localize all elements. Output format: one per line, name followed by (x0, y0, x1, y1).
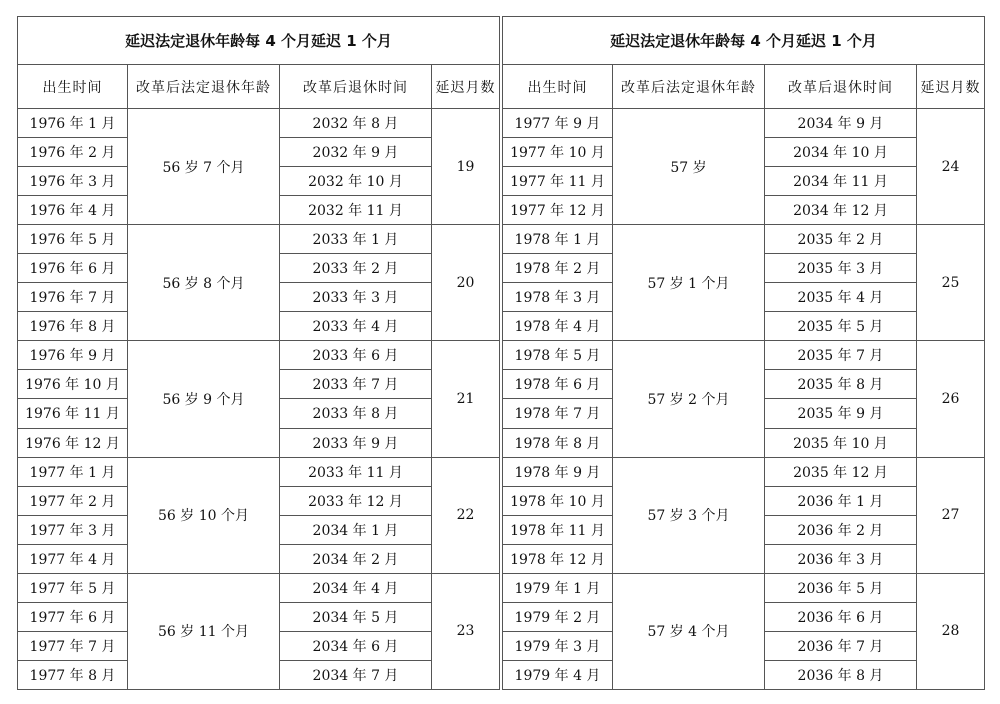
retirement-time-cell: 2034 年 9 月 (765, 109, 917, 138)
birth-date-cell: 1978 年 6 月 (503, 370, 613, 399)
delay-months-cell: 25 (917, 225, 985, 341)
retirement-time-cell: 2035 年 8 月 (765, 370, 917, 399)
retirement-age-cell: 57 岁 2 个月 (613, 341, 765, 457)
retirement-time-cell: 2034 年 10 月 (765, 138, 917, 167)
birth-date-cell: 1977 年 11 月 (503, 167, 613, 196)
retirement-age-cell: 56 岁 9 个月 (128, 341, 280, 457)
retirement-time-cell: 2032 年 10 月 (280, 167, 432, 196)
delay-months-cell: 24 (917, 109, 985, 225)
birth-date-cell: 1976 年 5 月 (18, 225, 128, 254)
table-row (503, 573, 985, 602)
birth-date-cell: 1977 年 4 月 (18, 544, 128, 573)
retirement-time-cell: 2033 年 8 月 (280, 399, 432, 428)
retirement-time-cell: 2033 年 4 月 (280, 312, 432, 341)
table-body (503, 109, 985, 690)
birth-date-cell: 1976 年 10 月 (18, 370, 128, 399)
retirement-time-cell: 2033 年 2 月 (280, 254, 432, 283)
header-delay-months: 延迟月数 (432, 65, 500, 109)
birth-date-cell: 1979 年 3 月 (503, 631, 613, 660)
birth-date-cell: 1976 年 12 月 (18, 428, 128, 457)
retirement-age-cell: 57 岁 (613, 109, 765, 225)
table-body (18, 109, 500, 690)
retirement-age-cell: 57 岁 1 个月 (613, 225, 765, 341)
birth-date-cell: 1976 年 1 月 (18, 109, 128, 138)
table-row (503, 109, 985, 138)
table-row (18, 109, 500, 138)
retirement-table-left (17, 16, 500, 690)
retirement-time-cell: 2036 年 6 月 (765, 602, 917, 631)
retirement-time-cell: 2035 年 3 月 (765, 254, 917, 283)
birth-date-cell: 1977 年 6 月 (18, 602, 128, 631)
retirement-time-cell: 2032 年 8 月 (280, 109, 432, 138)
retirement-time-cell: 2035 年 10 月 (765, 428, 917, 457)
delay-months-cell: 19 (432, 109, 500, 225)
retirement-age-cell: 57 岁 4 个月 (613, 573, 765, 689)
birth-date-cell: 1978 年 5 月 (503, 341, 613, 370)
retirement-age-cell: 57 岁 3 个月 (613, 457, 765, 573)
retirement-time-cell: 2036 年 7 月 (765, 631, 917, 660)
table-row (503, 341, 985, 370)
birth-date-cell: 1976 年 9 月 (18, 341, 128, 370)
header-birth-date: 出生时间 (503, 65, 613, 109)
birth-date-cell: 1978 年 8 月 (503, 428, 613, 457)
header-retirement-time: 改革后退休时间 (765, 65, 917, 109)
birth-date-cell: 1979 年 1 月 (503, 573, 613, 602)
table-row (18, 341, 500, 370)
delay-months-cell: 28 (917, 573, 985, 689)
birth-date-cell: 1977 年 5 月 (18, 573, 128, 602)
birth-date-cell: 1979 年 4 月 (503, 660, 613, 689)
table-header-row (18, 65, 500, 109)
table-title: 延迟法定退休年龄每 4 个月延迟 1 个月 (18, 17, 500, 65)
retirement-age-cell: 56 岁 10 个月 (128, 457, 280, 573)
retirement-time-cell: 2033 年 3 月 (280, 283, 432, 312)
table-row (503, 457, 985, 486)
retirement-time-cell: 2034 年 12 月 (765, 196, 917, 225)
birth-date-cell: 1978 年 1 月 (503, 225, 613, 254)
retirement-time-cell: 2035 年 9 月 (765, 399, 917, 428)
delay-months-cell: 26 (917, 341, 985, 457)
retirement-age-cell: 56 岁 7 个月 (128, 109, 280, 225)
retirement-time-cell: 2033 年 1 月 (280, 225, 432, 254)
birth-date-cell: 1976 年 2 月 (18, 138, 128, 167)
delay-months-cell: 22 (432, 457, 500, 573)
retirement-age-cell: 56 岁 8 个月 (128, 225, 280, 341)
birth-date-cell: 1977 年 2 月 (18, 486, 128, 515)
birth-date-cell: 1977 年 12 月 (503, 196, 613, 225)
retirement-time-cell: 2034 年 7 月 (280, 660, 432, 689)
table-title-row (503, 17, 985, 65)
delay-months-cell: 21 (432, 341, 500, 457)
retirement-time-cell: 2035 年 4 月 (765, 283, 917, 312)
retirement-time-cell: 2035 年 12 月 (765, 457, 917, 486)
birth-date-cell: 1976 年 4 月 (18, 196, 128, 225)
birth-date-cell: 1978 年 9 月 (503, 457, 613, 486)
retirement-time-cell: 2034 年 5 月 (280, 602, 432, 631)
table-row (18, 573, 500, 602)
table-row (503, 225, 985, 254)
birth-date-cell: 1979 年 2 月 (503, 602, 613, 631)
retirement-time-cell: 2033 年 9 月 (280, 428, 432, 457)
retirement-time-cell: 2035 年 2 月 (765, 225, 917, 254)
birth-date-cell: 1978 年 4 月 (503, 312, 613, 341)
birth-date-cell: 1976 年 11 月 (18, 399, 128, 428)
birth-date-cell: 1976 年 3 月 (18, 167, 128, 196)
header-retirement-age: 改革后法定退休年龄 (613, 65, 765, 109)
retirement-time-cell: 2036 年 2 月 (765, 515, 917, 544)
header-birth-date: 出生时间 (18, 65, 128, 109)
birth-date-cell: 1978 年 10 月 (503, 486, 613, 515)
retirement-time-cell: 2036 年 3 月 (765, 544, 917, 573)
retirement-time-cell: 2034 年 4 月 (280, 573, 432, 602)
retirement-time-cell: 2034 年 2 月 (280, 544, 432, 573)
birth-date-cell: 1977 年 9 月 (503, 109, 613, 138)
birth-date-cell: 1976 年 6 月 (18, 254, 128, 283)
table-title-row (18, 17, 500, 65)
birth-date-cell: 1977 年 8 月 (18, 660, 128, 689)
table-row (18, 225, 500, 254)
retirement-time-cell: 2032 年 11 月 (280, 196, 432, 225)
header-retirement-time: 改革后退休时间 (280, 65, 432, 109)
delay-months-cell: 20 (432, 225, 500, 341)
retirement-time-cell: 2032 年 9 月 (280, 138, 432, 167)
retirement-time-cell: 2035 年 5 月 (765, 312, 917, 341)
birth-date-cell: 1976 年 7 月 (18, 283, 128, 312)
delay-months-cell: 27 (917, 457, 985, 573)
header-retirement-age: 改革后法定退休年龄 (128, 65, 280, 109)
birth-date-cell: 1978 年 11 月 (503, 515, 613, 544)
table-row (18, 457, 500, 486)
retirement-table-right (502, 16, 985, 690)
birth-date-cell: 1978 年 7 月 (503, 399, 613, 428)
retirement-time-cell: 2034 年 1 月 (280, 515, 432, 544)
retirement-time-cell: 2036 年 8 月 (765, 660, 917, 689)
retirement-time-cell: 2036 年 5 月 (765, 573, 917, 602)
retirement-time-cell: 2034 年 11 月 (765, 167, 917, 196)
table-title: 延迟法定退休年龄每 4 个月延迟 1 个月 (503, 17, 985, 65)
retirement-time-cell: 2034 年 6 月 (280, 631, 432, 660)
delay-months-cell: 23 (432, 573, 500, 689)
birth-date-cell: 1977 年 1 月 (18, 457, 128, 486)
birth-date-cell: 1978 年 3 月 (503, 283, 613, 312)
birth-date-cell: 1978 年 2 月 (503, 254, 613, 283)
retirement-time-cell: 2033 年 11 月 (280, 457, 432, 486)
table-header-row (503, 65, 985, 109)
birth-date-cell: 1977 年 7 月 (18, 631, 128, 660)
retirement-time-cell: 2036 年 1 月 (765, 486, 917, 515)
birth-date-cell: 1977 年 10 月 (503, 138, 613, 167)
birth-date-cell: 1978 年 12 月 (503, 544, 613, 573)
retirement-time-cell: 2035 年 7 月 (765, 341, 917, 370)
birth-date-cell: 1976 年 8 月 (18, 312, 128, 341)
birth-date-cell: 1977 年 3 月 (18, 515, 128, 544)
retirement-time-cell: 2033 年 6 月 (280, 341, 432, 370)
header-delay-months: 延迟月数 (917, 65, 985, 109)
retirement-time-cell: 2033 年 12 月 (280, 486, 432, 515)
retirement-age-cell: 56 岁 11 个月 (128, 573, 280, 689)
retirement-time-cell: 2033 年 7 月 (280, 370, 432, 399)
